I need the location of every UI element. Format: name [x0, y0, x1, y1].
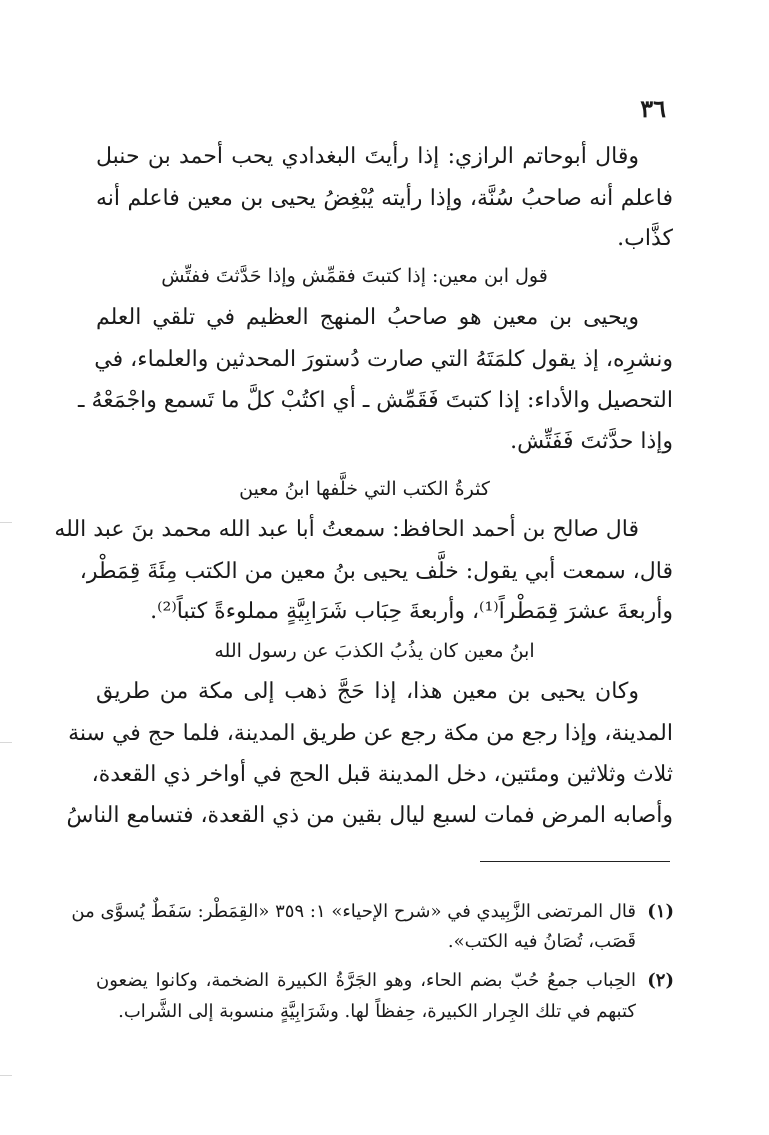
page-number: ٣٦	[640, 94, 666, 123]
paragraph-1-line-2: فاعلم أنه صاحبُ سُنَّة، وإذا رأيته يُبْغِضُ يحيى بن معين فاعلم أنه	[96, 186, 673, 211]
paragraph-4-line-4: وأصابه المرض فمات لسبع ليال بقين من ذي القعدة، فتسامع الناسُ	[66, 803, 673, 828]
section-heading-1: قول ابن معين: إذا كتبتَ فقمِّش وإذا حَدَّثتَ ففتِّش	[161, 265, 548, 287]
paragraph-3-line-3: وأربعةَ عشرَ قِمَطْراً⁽¹⁾، وأربعةَ حِبَاب شَرَابِيَّةٍ مملوءةً كتباً⁽²⁾.	[150, 599, 673, 624]
scan-edge-mark	[0, 742, 12, 743]
paragraph-3-line-2: قال، سمعت أبي يقول: خلَّف يحيى بنُ معين من الكتب مِئَةَ قِمَطْر،	[79, 559, 673, 584]
paragraph-2-line-1: ويحيى بن معين هو صاحبُ المنهج العظيم في تلقي العلم	[96, 305, 639, 330]
paragraph-2-line-2: ونشرِه، إذ يقول كلمَتَهُ التي صارت دُستورَ المحدثين والعلماء، في	[94, 347, 673, 372]
paragraph-2-line-3: التحصيل والأداء: إذا كتبتَ فَقَمِّش ـ أي اكتُبْ كلَّ ما تَسمع واجْمَعْهُ ـ	[78, 388, 673, 413]
footnote-2-line-1: الحِباب جمعُ حُبّ بضم الحاء، وهو الجَرَّةُ الكبيرة الضخمة، وكانوا يضعون	[96, 970, 636, 991]
footnote-2-marker: (٢)	[647, 970, 674, 991]
section-heading-2: كثرةُ الكتب التي خلَّفها ابنُ معين	[239, 478, 490, 500]
footnote-1-marker: (١)	[647, 901, 674, 922]
scan-edge-mark	[0, 522, 12, 523]
paragraph-3-line-1: قال صالح بن أحمد الحافظ: سمعتُ أبا عبد الله محمد بنَ عبد الله	[54, 517, 639, 542]
footnote-1-line-2: قَصَب، تُصَانُ فيه الكتب».	[447, 931, 636, 952]
paragraph-2-line-4: وإذا حدَّثتَ فَفَتِّش.	[510, 429, 673, 454]
scan-edge-mark	[0, 1075, 12, 1076]
paragraph-4-line-1: وكان يحيى بن معين هذا، إذا حَجَّ ذهب إلى مكة من طريق	[96, 679, 639, 704]
footnote-2-line-2: كتبهم في تلك الجِرار الكبيرة، حِفظاً لها. وشَرَابِيَّةٍ منسوبة إلى الشَّراب.	[118, 1001, 636, 1022]
paragraph-4-line-2: المدينة، وإذا رجع من مكة رجع عن طريق المدينة، فلما حج في سنة	[68, 721, 673, 746]
paragraph-4-line-3: ثلاث وثلاثين ومئتين، دخل المدينة قبل الحج في أواخر ذي القعدة،	[91, 762, 673, 787]
section-heading-3: ابنُ معين كان يذُبُ الكذبَ عن رسول الله	[214, 640, 535, 662]
footnote-1-line-1: قال المرتضى الزَّبِيدي في «شرح الإحياء» ١: ٣٥٩ «القِمَطْر: سَفَطٌ يُسوَّى من	[71, 901, 636, 922]
paragraph-1-line-1: وقال أبوحاتم الرازي: إذا رأيتَ البغدادي يحب أحمد بن حنبل	[96, 144, 639, 169]
paragraph-1-line-3: كذَّاب.	[617, 226, 673, 251]
footnote-separator	[480, 861, 670, 862]
